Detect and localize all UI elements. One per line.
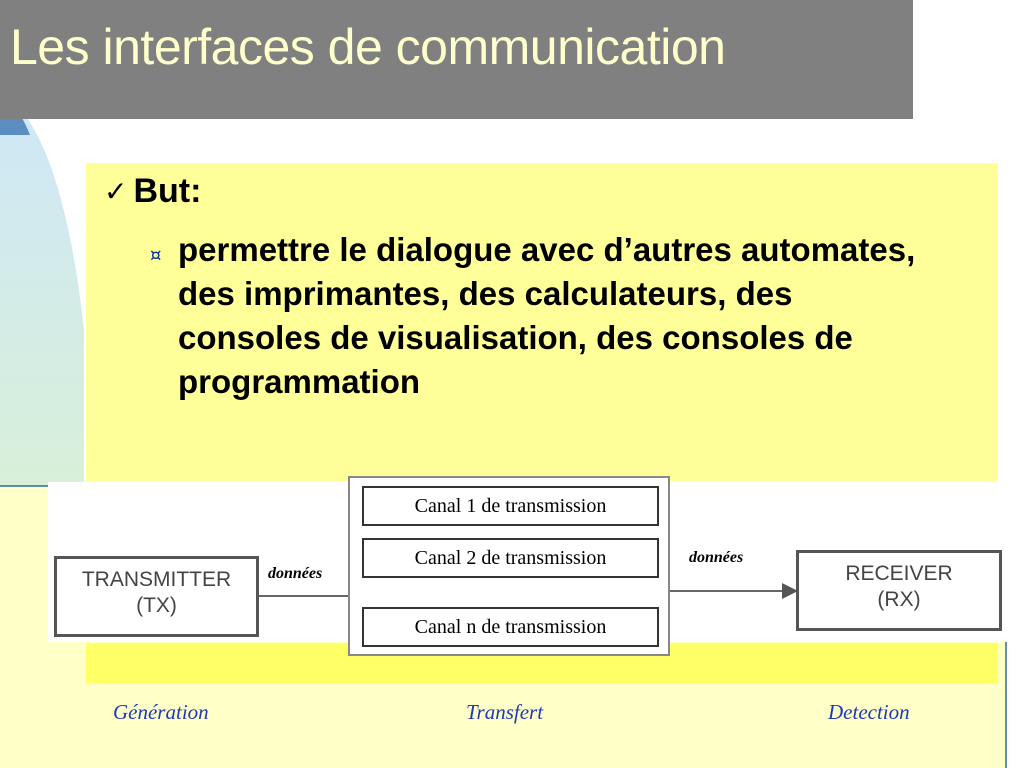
receiver-label: RECEIVER <box>845 562 953 585</box>
bullet-heading: But: <box>133 172 202 210</box>
receiver-box <box>796 550 1002 631</box>
data-label-left: données <box>268 565 323 582</box>
transmitter-box <box>54 556 259 637</box>
stage-transfert: Transfert <box>466 700 544 724</box>
stage-detection: Detection <box>828 700 910 724</box>
currency-sign-bullet-icon: ¤ <box>150 245 162 266</box>
bullet-sub-text: permettre le dialogue avec d’autres automates, des imprimantes, des calculateurs, des consoles de visualisation, des consoles de programmation <box>178 231 916 400</box>
slide-title: Les interfaces de communication <box>10 19 726 75</box>
channel-n: Canal n de transmission <box>362 607 659 647</box>
transmitter-label: TRANSMITTER <box>81 568 232 591</box>
transmitter-abbrev: (TX) <box>136 594 177 617</box>
stage-generation: Génération <box>113 700 209 724</box>
data-label-right: données <box>689 549 744 566</box>
receiver-abbrev: (RX) <box>877 588 921 611</box>
channel-1: Canal 1 de transmission <box>362 486 659 526</box>
checkmark-icon: ✓ <box>104 175 128 208</box>
channel-2: Canal 2 de transmission <box>362 538 659 578</box>
